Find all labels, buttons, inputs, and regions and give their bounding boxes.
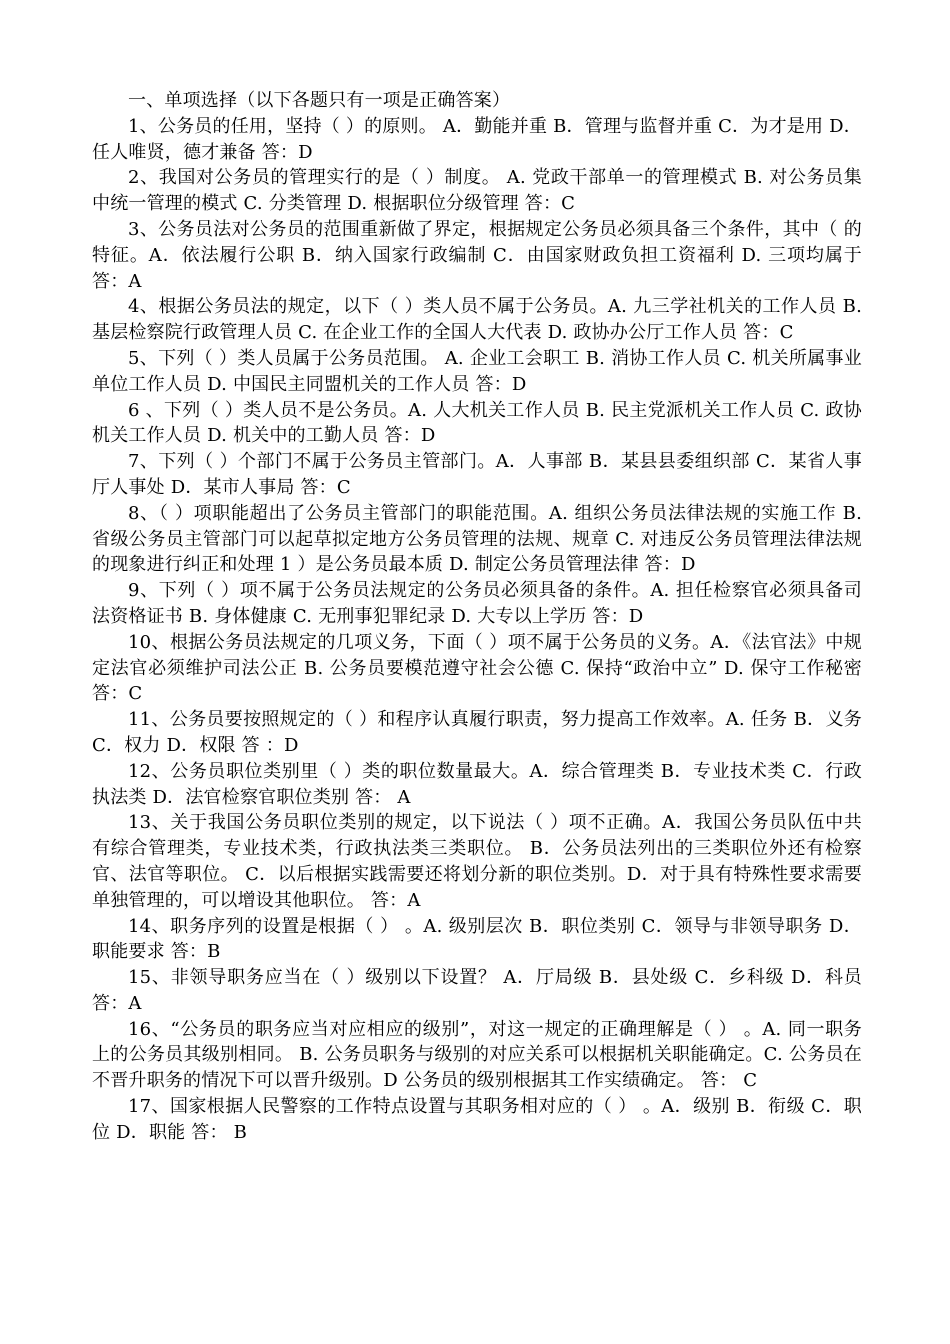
question-7: 7、下列（ ）个部门不属于公务员主管部门。A．人事部 B．某县县委组织部 C．某省人事厅人事处 D．某市人事局 答：C [92, 451, 862, 498]
question-9: 9、下列（ ）项不属于公务员法规定的公务员必须具备的条件。A. 担任检察官必须具备司法资格证书 B. 身体健康 C. 无刑事犯罪纪录 D. 大专以上学历 答：D [92, 580, 862, 627]
question-5: 5、下列（ ）类人员属于公务员范围。 A. 企业工会职工 B. 消协工作人员 C. 机关所属事业单位工作人员 D. 中国民主同盟机关的工作人员 答：D [92, 347, 862, 395]
question-12: 12、公务员职位类别里（ ）类的职位数量最大。A．综合管理类 B．专业技术类 C．行政执法类 D．法官检察官职位类别 答： A [92, 760, 862, 808]
question-8: 8、（ ）项职能超出了公务员主管部门的职能范围。A. 组织公务员法律法规的实施工作 B. 省级公务员主管部门可以起草拟定地方公务员管理的法规、规章 C. 对违反公务员管理法律法规的现象进行纠正和处理 1 ）是公务员最本质 D. 制定公务员管理法律 答：D [92, 502, 862, 576]
question-3: 3、公务员法对公务员的范围重新做了界定，根据规定公务员必须具备三个条件，其中（ 的特征。A．依法履行公职 B．纳入国家行政编制 C．由国家财政负担工资福利 D. 三项均属于 答：A [92, 218, 862, 292]
question-1: 1、公务员的任用，坚持（ ）的原则。 A．勤能并重 B．管理与监督并重 C．为才是用 D．任人唯贤，德才兼备 答：D [92, 115, 862, 163]
question-14: 14、职务序列的设置是根据（ ） 。A. 级别层次 B．职位类别 C．领导与非领导职务 D．职能要求 答：B [92, 915, 862, 963]
question-6: 6 、下列（ ）类人员不是公务员。A. 人大机关工作人员 B. 民主党派机关工作人员 C. 政协机关工作人员 D. 机关中的工勤人员 答：D [92, 399, 862, 447]
question-11: 11、公务员要按照规定的（ ）和程序认真履行职责，努力提高工作效率。A. 任务 B．义务 C．权力 D．权限 答 ：D [92, 709, 862, 756]
question-13: 13、关于我国公务员职位类别的规定，以下说法（ ）项不正确。A．我国公务员队伍中共有综合管理类，专业技术类，行政执法类三类职位。 B．公务员法列出的三类职位外还有检察官、法官等职位。 C．以后根据实践需要还将划分新的职位类别。D．对于具有特殊性要求需要单独管理的，可以增设其他职位。 答：A [92, 812, 862, 911]
question-4: 4、根据公务员法的规定，以下（ ）类人员不属于公务员。A. 九三学社机关的工作人员 B. 基层检察院行政管理人员 C. 在企业工作的全国人大代表 D. 政协办公厅工作人员 答：C [92, 296, 862, 344]
question-10: 10、根据公务员法规定的几项义务，下面（ ）项不属于公务员的义务。A．《法官法》中规定法官必须维护司法公正 B. 公务员要模范遵守社会公德 C. 保持“政治中立” D. 保守工作秘密 答：C [92, 631, 862, 705]
question-16: 16、“公务员的职务应当对应相应的级别”，对这一规定的正确理解是（ ） 。A. 同一职务上的公务员其级别相同。 B. 公务员职务与级别的对应关系可以根据机关职能确定。C. 公务员在不晋升职务的情况下可以晋升级别。D 公务员的级别根据其工作实绩确定。 答： C [92, 1018, 862, 1092]
question-2: 2、我国对公务员的管理实行的是（ ）制度。 A. 党政干部单一的管理模式 B. 对公务员集中统一管理的模式 C. 分类管理 D. 根据职位分级管理 答：C [92, 167, 862, 215]
section-title: 一、单项选择（以下各题只有一项是正确答案） [128, 90, 511, 111]
document-page [92, 88, 862, 1146]
question-15: 15、非领导职务应当在（ ）级别以下设置？ A．厅局级 B．县处级 C．乡科级 D．科员 答：A [92, 967, 862, 1014]
question-17: 17、国家根据人民警察的工作特点设置与其职务相对应的（ ） 。A．级别 B．衔级 C．职位 D．职能 答： B [92, 1096, 862, 1143]
